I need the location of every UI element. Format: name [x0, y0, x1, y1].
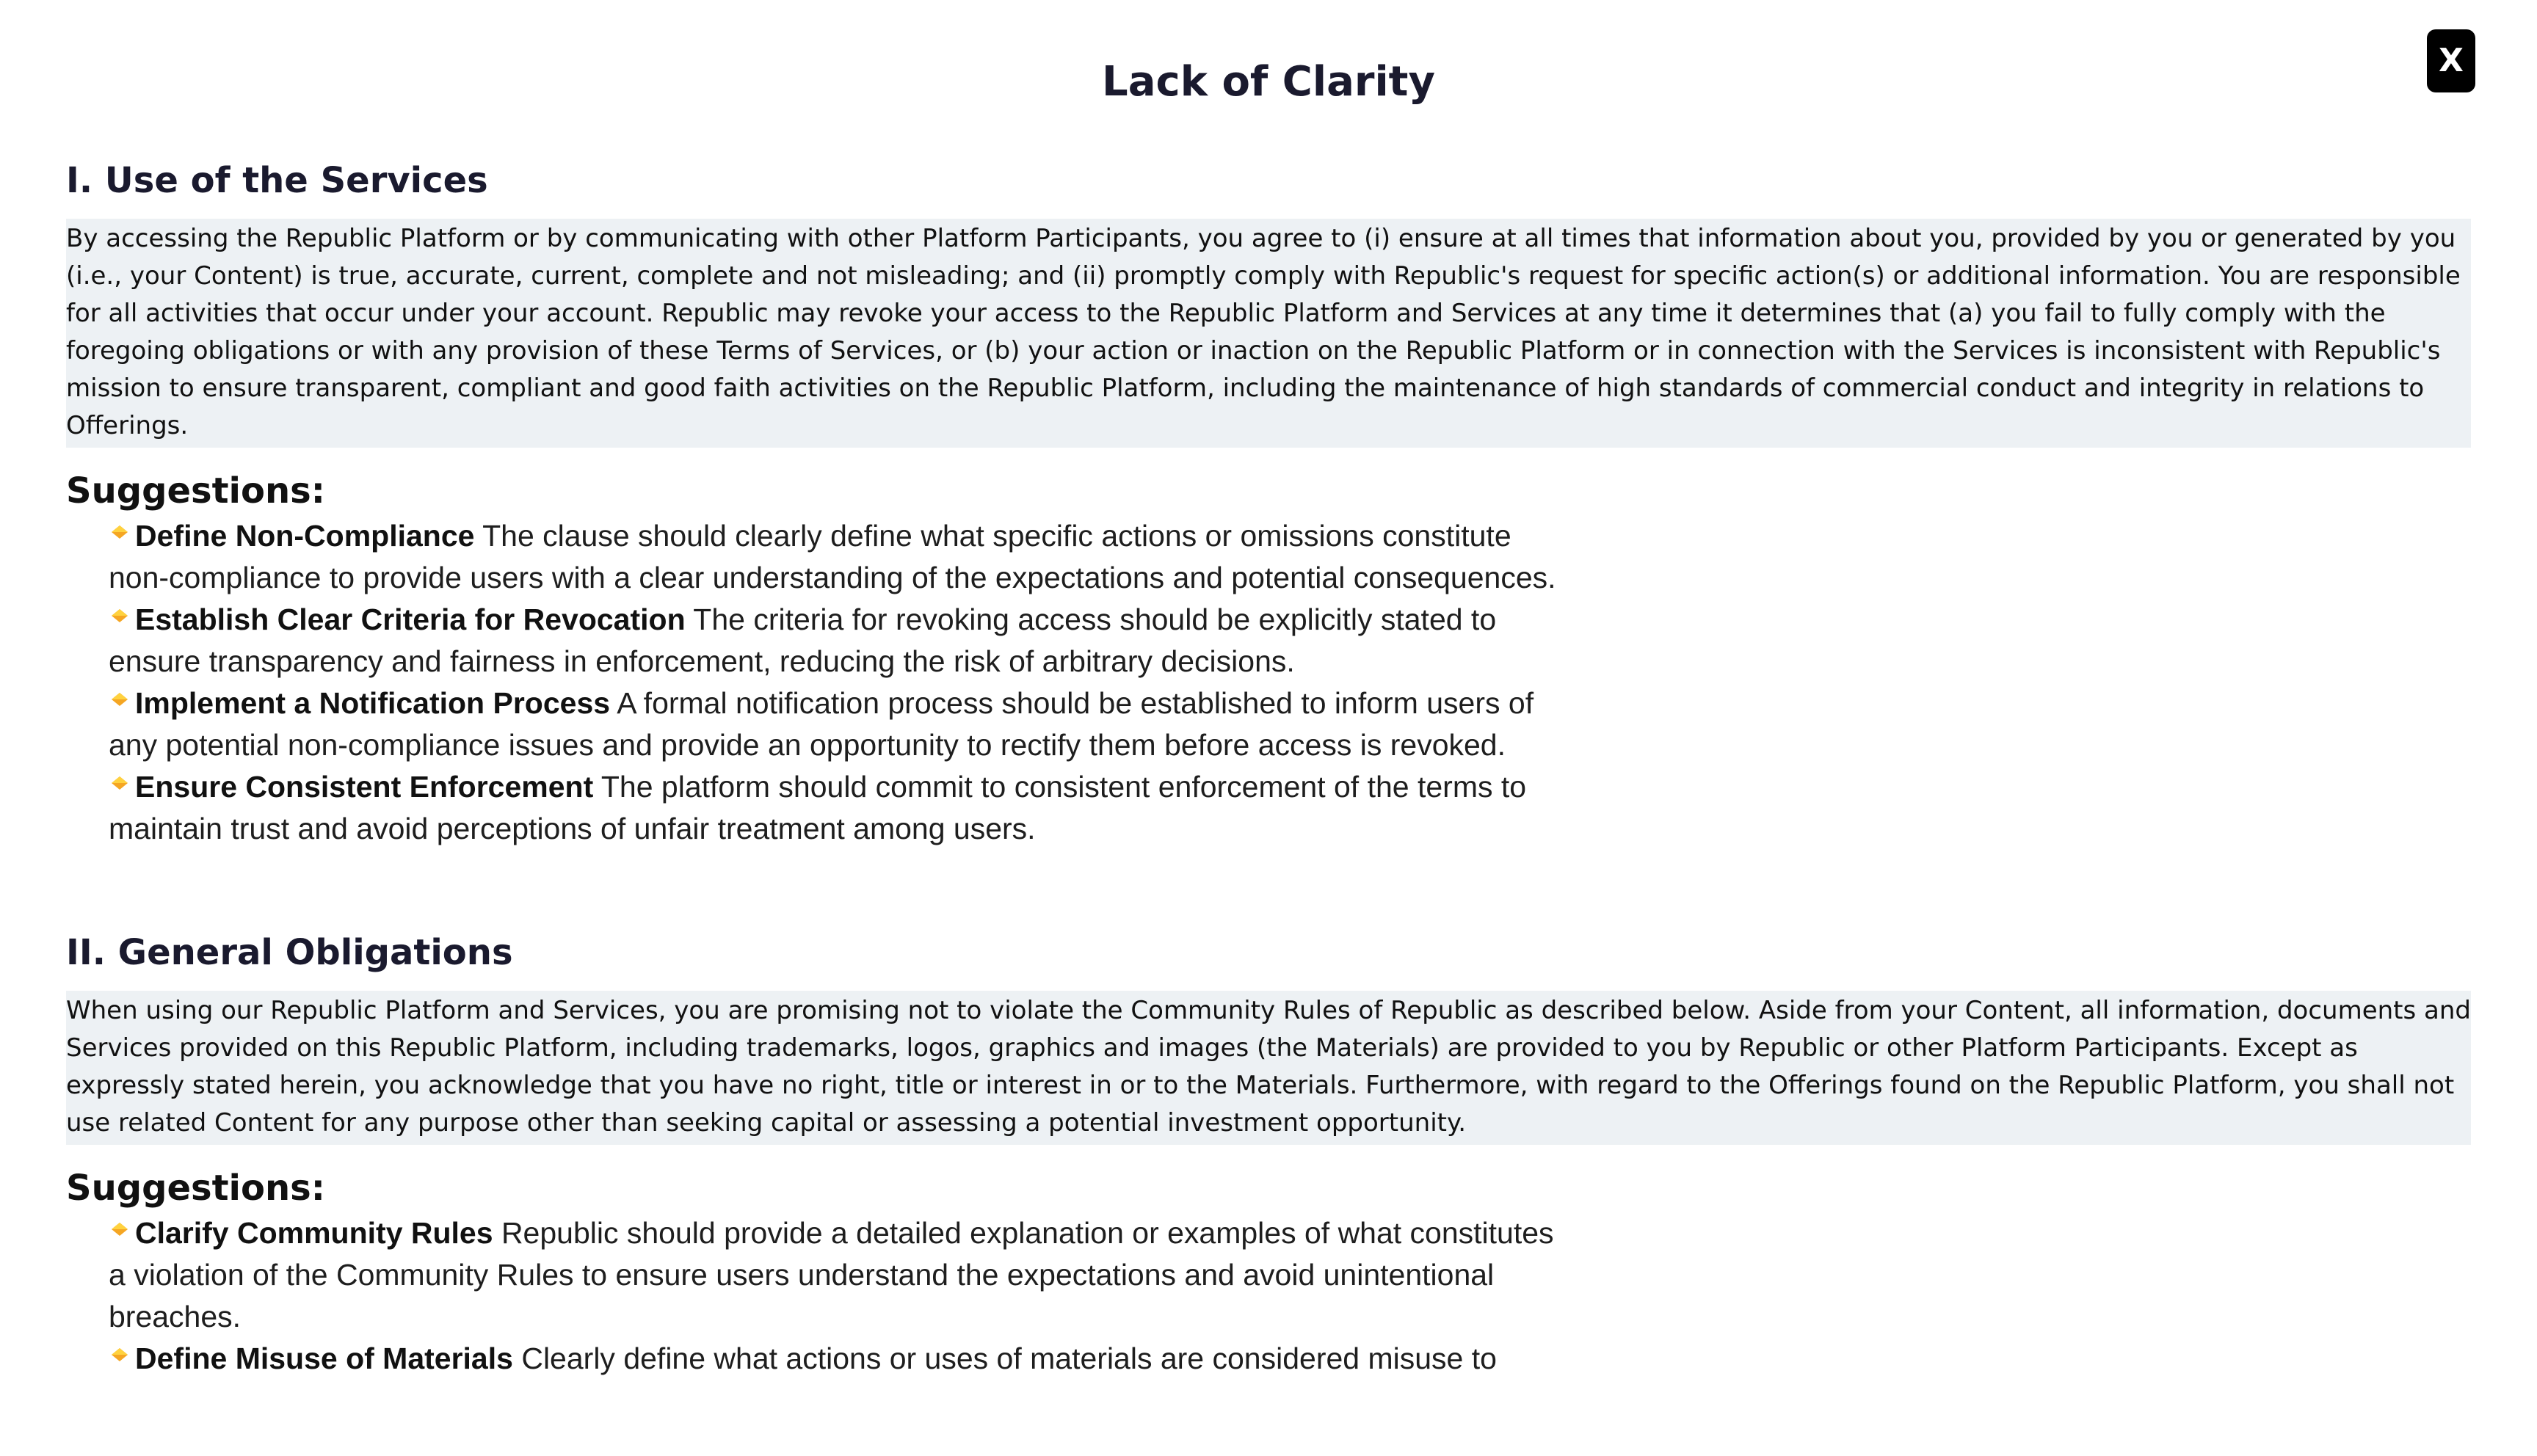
small-orange-diamond-icon: [109, 521, 131, 543]
modal-content: [66, 151, 2471, 1380]
suggestion-title: Define Misuse of Materials: [135, 1342, 513, 1375]
suggestion-title: Define Non-Compliance: [135, 519, 475, 553]
suggestion-text: Republic should provide a detailed explanation or examples of what constitutes a violation of the Community Rules to ensure users understand the expectations and avoid unintentional breaches.: [109, 1216, 1554, 1333]
suggestion-text: The clause should clearly define what specific actions or omissions constitute non-compliance to provide users with a clear understanding of the expectations and potential consequences.: [109, 519, 1556, 594]
suggestion-list: [66, 515, 1569, 850]
suggestion-item: [109, 1212, 1569, 1338]
small-orange-diamond-icon: [109, 605, 131, 627]
suggestion-text: Clearly define what actions or uses of materials are considered misuse to: [521, 1342, 1497, 1375]
clause-text: By accessing the Republic Platform or by communicating with other Platform Participants, you agree to (i) ensure at all times that information about you, provided by you or generated by you (i.e., your Content) is true, accurate, current, complete and not misleading; and (ii) promptly comply with Republic's request for specific action(s) or additional information. You are responsible for all activities that occur under your account. Republic may revoke your access to the Republic Platform and Services at any time it determines that (a) you fail to fully comply with the foregoing obligations or with any provision of these Terms of Services, or (b) your action or inaction on the Republic Platform or in connection with the Services is inconsistent with Republic's mission to ensure transparent, compliant and good faith activities on the Republic Platform, including the maintenance of high standards of commercial conduct and integrity in relations to Offerings.: [66, 219, 2471, 448]
suggestion-text: A formal notification process should be established to inform users of any potential non-compliance issues and provide an opportunity to rectify them before access is revoked.: [109, 686, 1534, 762]
suggestion-item: [109, 599, 1569, 682]
section-use-of-services: [66, 151, 2471, 850]
suggestion-title: Ensure Consistent Enforcement: [135, 770, 594, 804]
suggestion-list: [66, 1212, 1569, 1380]
clause-text: When using our Republic Platform and Services, you are promising not to violate the Community Rules of Republic as described below. Aside from your Content, all information, documents and Services provided on this Republic Platform, including trademarks, logos, graphics and images (the Materials) are provided to you by Republic or other Platform Participants. Except as expressly stated herein, you acknowledge that you have no right, title or interest in or to the Materials. Furthermore, with regard to the Offerings found on the Republic Platform, you shall not use related Content for any purpose other than seeking capital or assessing a potential investment opportunity.: [66, 991, 2471, 1145]
suggestion-title: Establish Clear Criteria for Revocation: [135, 603, 686, 636]
suggestion-item: [109, 515, 1569, 599]
small-orange-diamond-icon: [109, 1344, 131, 1366]
section-heading: I. Use of the Services: [66, 160, 488, 201]
suggestion-text: The platform should commit to consistent enforcement of the terms to maintain trust and avoid perceptions of unfair treatment among users.: [109, 770, 1527, 845]
suggestions-heading: Suggestions:: [66, 1168, 325, 1209]
small-orange-diamond-icon: [109, 1218, 131, 1240]
suggestions-heading: Suggestions:: [66, 470, 325, 512]
section-general-obligations: [66, 923, 2471, 1380]
suggestion-item: [109, 766, 1569, 850]
modal-title: Lack of Clarity: [1102, 58, 1435, 106]
suggestion-title: Implement a Notification Process: [135, 686, 611, 720]
suggestion-text: The criteria for revoking access should be explicitly stated to ensure transparency and fairness in enforcement, reducing the risk of arbitrary decisions.: [109, 603, 1497, 678]
suggestion-title: Clarify Community Rules: [135, 1216, 493, 1250]
small-orange-diamond-icon: [109, 772, 131, 794]
close-button[interactable]: X: [2427, 29, 2475, 92]
suggestion-item: [109, 682, 1569, 766]
suggestion-item: [109, 1338, 1569, 1380]
section-heading: II. General Obligations: [66, 932, 513, 973]
small-orange-diamond-icon: [109, 688, 131, 710]
